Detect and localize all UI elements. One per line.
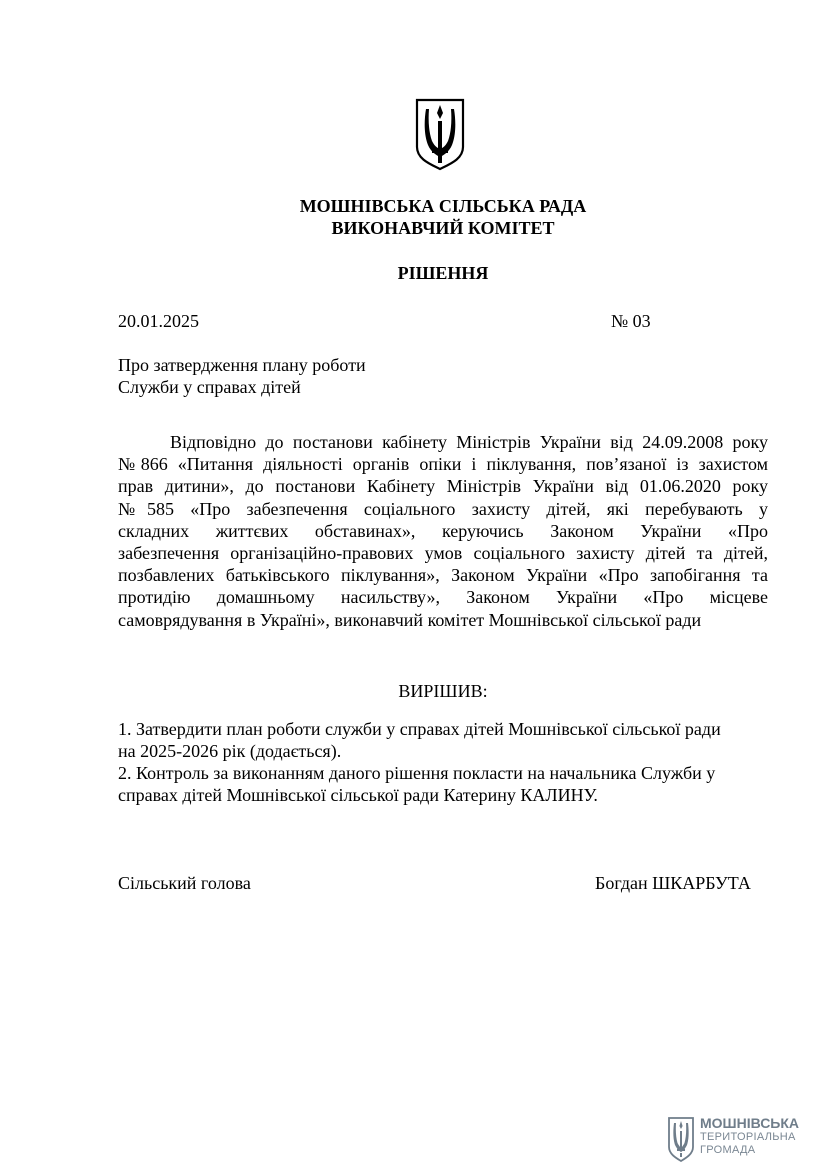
preamble-line: Відповідно до постанови кабінету Міністрів України від 24.09.2008 року [170, 432, 768, 452]
preamble-line: забезпечення організаційно-правових умов соціального захисту дітей та дітей, [118, 542, 768, 563]
committee-name: ВИКОНАВЧИЙ КОМІТЕТ [331, 218, 555, 238]
trident-coat-of-arms-icon [667, 1116, 695, 1162]
decision-item-line: 1. Затвердити план роботи служби у справах дітей Мошнівської сільської ради [118, 719, 721, 739]
preamble-line: прав дитини», до постанови Кабінету Міністрів України від 01.06.2020 року [118, 476, 768, 497]
preamble-line: протидію домашньому насильству», Законом України «Про місцеве [118, 587, 768, 608]
trident-coat-of-arms-icon [414, 97, 466, 171]
signatory-role: Сільський голова [118, 873, 251, 893]
preamble-line: №866 «Питання діяльності органів опіки і піклування, пов’язаної із захистом [118, 454, 768, 475]
org-name: МОШНІВСЬКА СІЛЬСЬКА РАДА [299, 196, 587, 216]
decision-subject [118, 354, 366, 398]
subject-line: Про затвердження плану роботи [118, 355, 366, 375]
decision-item-line: на 2025-2026 рік (додається). [118, 741, 342, 761]
logo-text-line: МОШНІВСЬКА [700, 1115, 800, 1131]
preamble-line: позбавлених батьківського піклування», Законом України «Про запобігання та [118, 565, 768, 586]
decision-item-line: 2. Контроль за виконанням даного рішення покласти на начальника Служби у [118, 763, 716, 783]
preamble-line: самоврядування в Україні», виконавчий комітет Мошнівської сільської ради [118, 609, 702, 630]
decision-date: 20.01.2025 [118, 311, 199, 331]
decision-number: № 03 [611, 311, 651, 331]
logo-text-line: ГРОМАДА [700, 1144, 756, 1156]
logo-text-line: ТЕРИТОРІАЛЬНА [700, 1131, 796, 1143]
community-logo-text [700, 1115, 799, 1157]
decided-heading: ВИРІШИВ: [398, 681, 488, 701]
decision-items [118, 718, 721, 806]
signatory-name: Богдан ШКАРБУТА [595, 873, 751, 893]
preamble-line: №585 «Про забезпечення соціального захисту дітей, які перебувають у [118, 498, 768, 519]
preamble-paragraph [118, 431, 768, 631]
community-logo [667, 1115, 807, 1165]
subject-line: Служби у справах дітей [118, 377, 301, 397]
decision-item-line: справах дітей Мошнівської сільської ради Катерину КАЛИНУ. [118, 785, 598, 805]
document-type: РІШЕННЯ [397, 263, 489, 283]
preamble-line: складних життєвих обставинах», керуючись Законом України «Про [118, 520, 768, 541]
